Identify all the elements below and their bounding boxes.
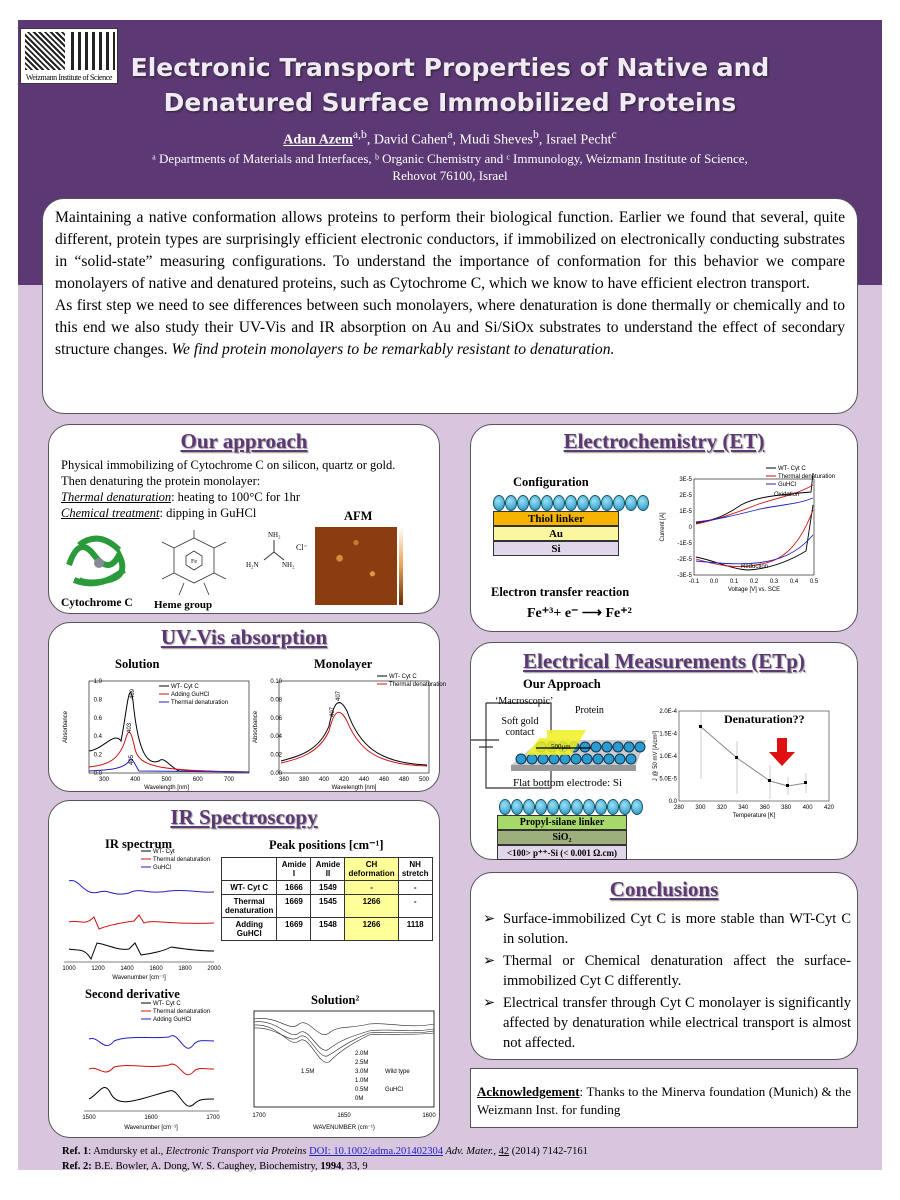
tick-label: 2000: [207, 966, 221, 972]
tick-label: 380: [298, 777, 310, 783]
table-cell: 1666: [277, 881, 311, 895]
legend-entry: Thermal denaturation: [153, 857, 211, 863]
layer-propyl-silane: Propyl-silane linker: [497, 815, 627, 830]
tick-label: 460: [378, 777, 390, 783]
title-line-1: Electronic Transport Properties of Native and: [130, 53, 770, 82]
tick-label: 0.5: [809, 579, 819, 585]
contact-size-label: 500μm: [551, 743, 571, 751]
tick-label: 400: [318, 777, 330, 783]
temperature-plot: [649, 703, 849, 821]
denaturation-label: Denaturation??: [724, 712, 805, 726]
ref-volume: 42: [498, 1146, 510, 1157]
curve-label: 1.5M: [301, 1069, 315, 1075]
thermal-text: : heating to 100°C for 1hr: [171, 490, 301, 504]
table-row: [222, 918, 433, 941]
uv-title: UV-Vis absorption: [160, 625, 328, 649]
tick-label: 0.06: [270, 715, 282, 722]
uv-solution-plot: [59, 671, 259, 789]
approach-title: Our approach: [180, 429, 308, 453]
legend-entry: WT- Cyt C: [153, 1001, 181, 1007]
heme-group-structure-image: [144, 523, 244, 601]
peak-table: [221, 857, 433, 941]
oxidation-label: Oxidation: [774, 492, 800, 498]
ir-box: [48, 800, 440, 1138]
legend-entry: Thermal denaturation: [778, 474, 836, 480]
atom-label: NH₂: [282, 561, 295, 569]
chemical-text: : dipping in GuHCl: [159, 506, 257, 520]
ref-text: B.E. Bowler, A. Dong, W. S. Caughey, Biochemistry,: [91, 1161, 321, 1172]
et-box: [470, 424, 858, 632]
tick-label: 1800: [178, 966, 192, 972]
peak-label: 407: [330, 706, 336, 717]
table-cell: 1545: [311, 895, 345, 918]
abstract-conclusion: We find protein monolayers to be remarkably resistant to denaturation.: [171, 341, 615, 358]
table-cell: 1549: [311, 881, 345, 895]
tick-label: 0.2: [749, 579, 759, 585]
atom-label: H₂N: [246, 561, 259, 569]
uv-box: [48, 622, 447, 792]
x-axis-label: Wavelength [nm]: [144, 785, 189, 791]
ref-year: 1994: [320, 1161, 342, 1172]
tick-label: 0.4: [93, 734, 102, 741]
legend-entry: WT- Cyt C: [389, 674, 417, 680]
tick-label: -1E-5: [677, 541, 692, 547]
ack-label: Acknowledgement: [477, 1084, 580, 1099]
tick-label: 3E-5: [679, 477, 692, 483]
tick-label: 1650: [337, 1113, 351, 1119]
legend-entry: Adding GuHCl: [153, 1017, 192, 1023]
peak-label: 407: [336, 690, 342, 701]
tick-label: 1600: [144, 1115, 158, 1121]
etp-title: Electrical Measurements (ETp): [523, 649, 805, 673]
tick-label: 0.0: [668, 799, 677, 805]
legend-entry: Thermal denaturation: [171, 700, 229, 706]
tick-label: -3E-5: [677, 573, 692, 579]
protein-layer: [493, 495, 649, 511]
table-cell: 1669: [277, 895, 311, 918]
protein-layer: [499, 799, 643, 815]
tick-label: 0.8: [93, 697, 102, 704]
logo-text: Weizmann Institute of Science: [25, 73, 113, 82]
table-cell: 1266: [345, 895, 398, 918]
curve-label: GuHCl: [385, 1087, 404, 1093]
cv-plot: [656, 465, 856, 615]
tick-label: 420: [823, 805, 835, 811]
guhcl-structure-image: [244, 525, 314, 570]
tick-label: 500: [161, 777, 172, 783]
table-cell: Adding GuHCl: [222, 918, 277, 941]
tick-label: 1E-5: [679, 509, 692, 515]
layer-si: Si: [493, 541, 619, 556]
reference-2: [62, 1159, 588, 1174]
tick-label: 2.0E-4: [659, 709, 677, 715]
tick-label: 0.04: [270, 734, 282, 741]
legend-entry: Adding GuHCl: [171, 692, 210, 698]
macroscopic-label: ‘Macroscopic’: [495, 696, 554, 707]
ack-text: : Thanks to the Minerva foundation (Munich) & the Weizmann Inst. for funding: [477, 1084, 851, 1117]
conclusion-item: ➢ Electrical transfer through Cyt C monolayer is significantly affected by denaturation while electrical transport is almost not affected.: [483, 993, 851, 1053]
reaction-title: Electron transfer reaction: [491, 585, 630, 599]
table-cell: Thermal denaturation: [222, 895, 277, 918]
tick-label: 280: [673, 805, 685, 811]
peak-label: 409: [130, 688, 136, 699]
ref-journal: Adv. Mater.,: [443, 1146, 499, 1157]
table-header: [222, 858, 277, 881]
svg-text:Fe: Fe: [191, 559, 197, 565]
tick-label: 0.3: [769, 579, 779, 585]
tick-label: -2E-5: [677, 557, 692, 563]
table-cell: 1669: [277, 918, 311, 941]
afm-label: AFM: [344, 509, 373, 523]
heme-caption: Heme group: [154, 599, 213, 611]
y-axis-label: Current [A]: [660, 512, 666, 542]
tick-label: 0.1: [729, 579, 739, 585]
x-axis-label: Voltage [V] vs. SCE: [727, 587, 781, 593]
x-axis-label: Wavelength [nm]: [331, 785, 377, 791]
affiliation: ᵃ Departments of Materials and Interfaces, ᵇ Organic Chemistry and ᶜ Immunology, Weizmann Institute of Science, Rehovot 76100, Israel: [152, 151, 748, 183]
authors: [0, 128, 900, 149]
tick-label: 400: [130, 777, 141, 783]
protein-label: Protein: [575, 705, 604, 716]
tick-label: 1400: [120, 966, 134, 972]
ref-pages: (2014) 7142-7161: [509, 1146, 588, 1157]
tick-label: 340: [738, 805, 749, 811]
monolayer-label: Monolayer: [314, 657, 373, 671]
table-header: CH deformation: [345, 858, 398, 881]
tick-label: 1.5E-4: [659, 731, 677, 738]
red-arrow-icon: [769, 738, 795, 766]
tick-label: 5.0E-5: [659, 776, 677, 783]
x-axis-label: Wavenumber [cm⁻¹]: [112, 975, 166, 981]
curve-label: 0.5M: [355, 1087, 369, 1093]
atom-label: Cl⁻: [296, 543, 308, 552]
curve-label: 0M: [355, 1096, 364, 1102]
solution-ir-scan: [239, 1007, 439, 1135]
y-axis-label: Absorbance: [253, 710, 259, 744]
tick-label: 400: [802, 805, 813, 811]
tick-label: 420: [338, 777, 350, 783]
tick-label: 1700: [206, 1115, 220, 1121]
etp-approach-label: Our Approach: [523, 677, 601, 691]
title-line-2: Denatured Surface Immobilized Proteins: [163, 88, 737, 117]
author-sup: c: [611, 128, 617, 141]
abstract-box: [42, 198, 858, 414]
table-cell: -: [398, 881, 432, 895]
legend-entry: Thermal denaturation: [389, 682, 447, 688]
tick-label: 1200: [91, 966, 105, 972]
peak-label: 405: [129, 754, 135, 765]
x-axis-label: Wavenumber [cm⁻¹]: [124, 1125, 178, 1131]
tick-label: 1500: [82, 1115, 96, 1121]
legend-entry: WT- Cyt C: [778, 466, 806, 472]
abstract-p2: As first step we need to see differences between such monolayers, where denaturation is done thermally or chemically and to this end we also study their UV-Vis and IR absorption on Au and Si/SiOx substrates to understand the effect of secondary structure changes.: [55, 297, 845, 358]
tick-label: 1000: [62, 966, 76, 972]
tick-label: 320: [716, 805, 727, 811]
legend-entry: GuHCl: [778, 482, 797, 488]
tick-label: 1600: [422, 1113, 436, 1119]
y-axis-label: Absorbance: [63, 710, 69, 744]
table-header: Amide II: [311, 858, 345, 881]
thermal-label: Thermal denaturation: [61, 490, 172, 504]
abstract-p1: Maintaining a native conformation allows proteins to perform their biological function. Earlier we found that several, quite different, protein types are surprisingly efficient electronic conductors, if immobilized on electronically conducting substrates in “solid-state” measuring configurations. To understand the importance of conformation for this behavior we compare monolayers of native and denatured proteins, such as Cytochrome C, which we know to have efficient electron transport.: [55, 209, 845, 292]
ref-title: Electronic Transport via Proteins: [165, 1146, 307, 1157]
layer-si: <100> p⁺⁺-Si (< 0.001 Ω.cm): [497, 845, 627, 860]
tick-label: 500: [418, 777, 430, 783]
tick-label: 0.0: [709, 579, 719, 585]
etp-box: [470, 642, 858, 860]
table-cell: 1266: [345, 918, 398, 941]
tick-label: 2E-5: [679, 493, 692, 499]
tick-label: 0.4: [789, 579, 799, 585]
legend-entry: Thermal denaturation: [153, 1009, 211, 1015]
references: [62, 1144, 588, 1174]
conclusions-box: [470, 872, 858, 1060]
approach-line: Then denaturing the protein monolayer:: [61, 474, 261, 488]
tick-label: 300: [98, 777, 110, 783]
legend-entry: GuHCl: [153, 865, 172, 871]
peak-label: 403: [127, 722, 133, 733]
uv-monolayer-plot: [249, 671, 447, 791]
table-row: [222, 881, 433, 895]
curve-label: 1.0M: [355, 1078, 369, 1084]
ref-label: Ref. 1: [62, 1146, 89, 1157]
approach-box: [48, 424, 440, 614]
tick-label: 380: [781, 805, 792, 811]
author: , Israel Pecht: [538, 132, 612, 148]
solution-ir-label: Solution²: [311, 993, 360, 1007]
x-axis-label: WAVENUMBER (cm⁻¹): [313, 1125, 375, 1131]
tick-label: 0.00: [270, 771, 282, 777]
layer-au: Au: [493, 526, 619, 541]
tick-label: 1600: [149, 966, 163, 972]
table-cell: 1118: [398, 918, 432, 941]
tick-label: 1.0: [93, 679, 102, 685]
tick-label: 0: [688, 525, 692, 531]
reduction-label: Reduction: [741, 564, 769, 570]
doi-link[interactable]: DOI: 10.1002/adma.201402304: [309, 1146, 444, 1157]
tick-label: -0.1: [688, 579, 700, 585]
tick-label: 300: [695, 805, 706, 811]
author-sup: b: [533, 128, 539, 141]
tick-label: 360: [759, 805, 770, 811]
tick-label: 0.2: [93, 752, 102, 759]
atom-label: NH₂: [268, 531, 281, 539]
table-cell: -: [345, 881, 398, 895]
conclusions-title: Conclusions: [609, 877, 719, 901]
peak-positions-label: Peak positions [cm⁻¹]: [269, 838, 384, 852]
curve-label: 2.5M: [355, 1060, 369, 1066]
solution-label: Solution: [115, 657, 160, 671]
legend-entry: WT- Cyt C: [171, 684, 199, 690]
ref-pages: , 33, 9: [341, 1161, 368, 1172]
et-title: Electrochemistry (ET): [563, 429, 765, 453]
author: , David Cahen: [366, 132, 448, 148]
reaction-equation: Fe⁺³+ e⁻ ⟶ Fe⁺²: [527, 606, 632, 621]
tick-label: 0.02: [270, 752, 282, 759]
ir-spectrum-plot: [59, 847, 219, 981]
tick-label: 0.6: [93, 715, 102, 722]
table-row: [222, 895, 433, 918]
afm-image: [315, 527, 397, 605]
author-sup: a: [447, 128, 453, 141]
ir-spectrum-label: IR spectrum: [105, 837, 173, 851]
poster-title: [120, 50, 780, 120]
x-axis-label: Temperature [K]: [732, 813, 776, 819]
ir-title: IR Spectroscopy: [170, 805, 318, 829]
tick-label: 0.0: [93, 771, 102, 777]
acknowledgement-box: [470, 1068, 858, 1128]
second-derivative-label: Second derivative: [85, 987, 180, 1001]
y-axis-label: J @ 50 mV [A/cm²]: [653, 730, 659, 782]
ref-text: : Amdursky et al.,: [88, 1146, 166, 1157]
curve-label: Wild type: [385, 1069, 410, 1075]
cytochrome-structure-image: [59, 525, 139, 595]
curve-label: 2.0M: [355, 1051, 369, 1057]
author: Adan Azem: [283, 132, 353, 148]
reference-1: [62, 1144, 588, 1159]
config-label: Configuration: [513, 475, 589, 489]
table-cell: WT- Cyt C: [222, 881, 277, 895]
tick-label: 0.10: [270, 679, 282, 685]
cytochrome-caption: Cytochrome C: [61, 597, 133, 609]
table-header: NH stretch: [398, 858, 432, 881]
author-sup: a,b: [352, 128, 367, 141]
layer-thiol: Thiol linker: [493, 511, 619, 526]
weizmann-logo: [20, 28, 118, 84]
tick-label: 1700: [252, 1113, 266, 1119]
conclusions-list: [483, 909, 851, 1055]
tick-label: 0.08: [270, 697, 282, 704]
conclusion-item: ➢ Surface-immobilized Cyt C is more stable than WT-Cyt C in solution.: [483, 909, 851, 949]
chemical-label: Chemical treatment: [61, 506, 160, 520]
ref-label: Ref. 2:: [62, 1161, 92, 1172]
tick-label: 480: [398, 777, 410, 783]
tick-label: 1.0E-4: [659, 754, 677, 760]
approach-line: Physical immobilizing of Cytochrome C on silicon, quartz or gold.: [61, 458, 396, 472]
tick-label: 360: [278, 777, 290, 783]
legend-entry: WT- Cyt: [153, 849, 175, 855]
layer-sio2: SiO₂: [497, 830, 627, 845]
curve-label: 3.0M: [355, 1069, 369, 1075]
tick-label: 600: [192, 777, 203, 783]
gold-contact-label: Soft gold contact: [493, 716, 547, 738]
author: , Mudi Sheves: [452, 132, 533, 148]
table-cell: 1548: [311, 918, 345, 941]
afm-colorbar: [399, 527, 403, 605]
tick-label: 700: [223, 777, 235, 783]
table-header: Amide I: [277, 858, 311, 881]
conclusion-item: ➢ Thermal or Chemical denaturation affect the surface-immobilized Cyt C differently.: [483, 951, 851, 991]
second-derivative-plot: [59, 999, 229, 1135]
table-cell: -: [398, 895, 432, 918]
electrode-label: Flat bottom electrode: Si: [513, 777, 623, 789]
tick-label: 440: [358, 777, 370, 783]
